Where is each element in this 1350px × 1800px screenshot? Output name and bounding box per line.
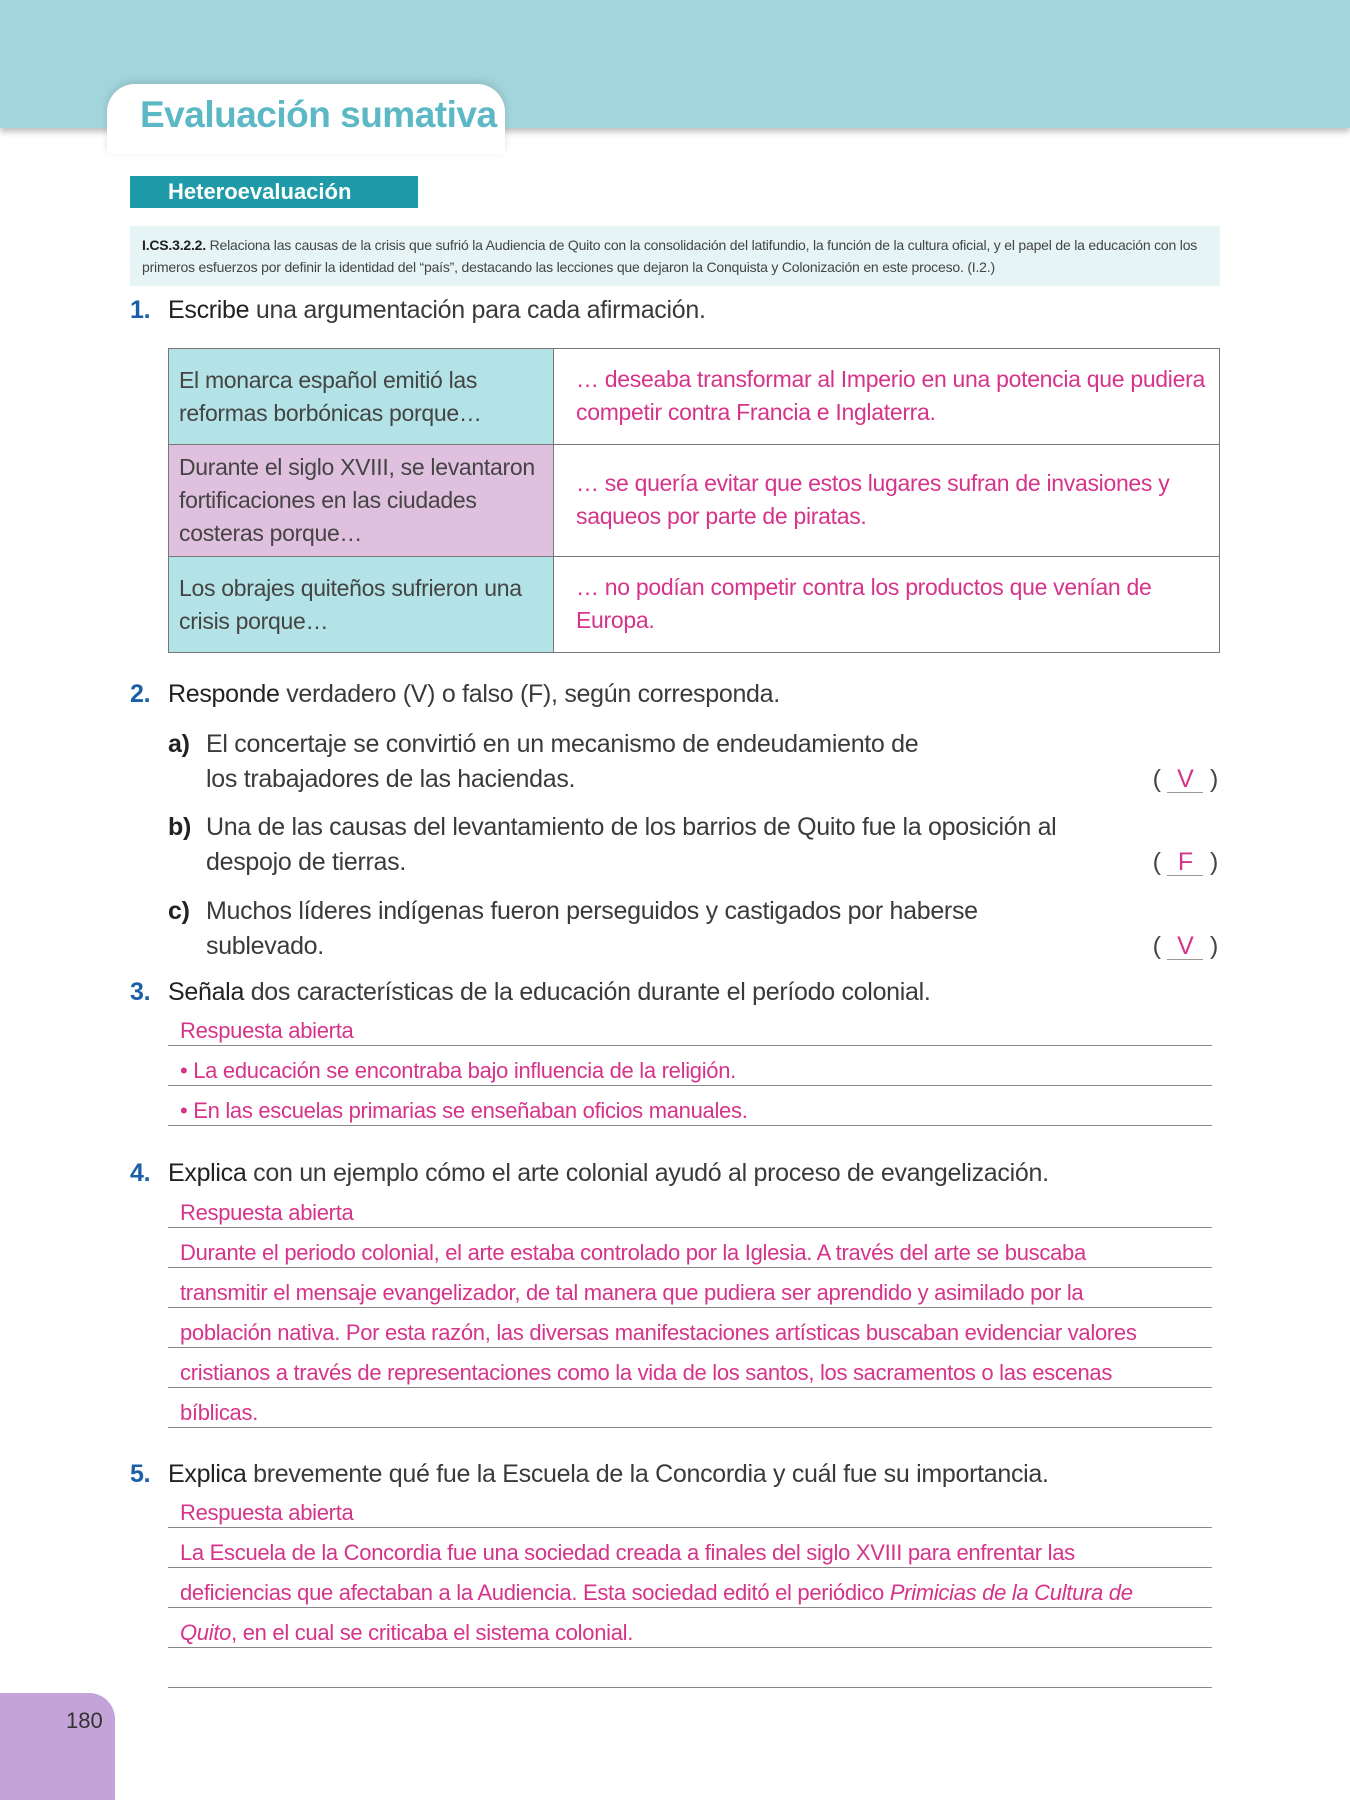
answer-line[interactable]: • En las escuelas primarias se enseñaban oficios manuales. [168,1086,1212,1126]
question-text: verdadero (V) o falso (F), según corresponda. [279,680,780,708]
answer-cell: … no podían competir contra los productos que venían de Europa. [554,557,1220,653]
statement-cell: El monarca español emitió las reformas borbónicas porque… [169,349,554,445]
item-letter: c) [168,897,190,925]
question-1 [130,296,706,325]
question-text: brevemente qué fue la Escuela de la Concordia y cuál fue su importancia. [246,1460,1049,1488]
answer-line[interactable]: transmitir el mensaje evangelizador, de tal manera que pudiera ser aprendido y asimilado por la [168,1268,1212,1308]
question-number: 3. [130,978,151,1006]
answer-line[interactable]: Respuesta abierta [168,1188,1212,1228]
answer-field[interactable]: ( V ) [1152,765,1218,793]
indicator-code: I.CS.3.2.2. [142,237,206,253]
question-number: 4. [130,1159,151,1187]
answer-line[interactable]: bíblicas. [168,1388,1212,1428]
answer-line[interactable] [168,1568,1212,1608]
question-text: dos características de la educación durante el período colonial. [244,978,931,1006]
answer-line[interactable]: Respuesta abierta [168,1006,1212,1046]
answer-value: V [1167,766,1203,793]
table-row [169,557,1220,653]
question-3 [130,978,931,1007]
answer-text: deficiencias que afectaban a la Audiencia. Esta sociedad editó el periódico [180,1580,890,1605]
answer-value: F [1167,849,1203,876]
tf-item-b [168,810,1218,880]
answer-cell: … se quería evitar que estos lugares sufran de invasiones y saqueos por parte de piratas. [554,445,1220,557]
question-verb: Responde [168,680,280,708]
item-text: Muchos líderes indígenas fueron perseguidos y castigados por haberse [206,897,978,925]
statement-cell: Los obrajes quiteños sufrieron una crisis porque… [169,557,554,653]
question-verb: Señala [168,978,245,1006]
question-number: 2. [130,680,151,708]
item-letter: a) [168,730,190,758]
item-text: sublevado. [206,932,324,960]
table-row [169,445,1220,557]
question-2 [130,680,780,709]
question-verb: Escribe [168,296,250,324]
indicator-text: Relaciona las causas de la crisis que sufrió la Audiencia de Quito con la consolidación del latifundio, la función de la cultura oficial, y el papel de la educación con los primeros esfuerzos por definir la identidad del “país”, destacando las lecciones que dejaron la Conquista y Colonización en este proceso. (I.2.) [142,237,1198,275]
item-letter: b) [168,813,191,841]
answer-line[interactable]: cristianos a través de representaciones como la vida de los santos, los sacramentos o las escenas [168,1348,1212,1388]
answer-line[interactable]: población nativa. Por esta razón, las diversas manifestaciones artísticas buscaban evidenciar valores [168,1308,1212,1348]
answer-value: V [1167,933,1203,960]
question-5 [130,1460,1049,1489]
argument-table [168,348,1220,653]
answer-line[interactable]: Durante el periodo colonial, el arte estaba controlado por la Iglesia. A través del arte se buscaba [168,1228,1212,1268]
answer-line[interactable]: La Escuela de la Concordia fue una sociedad creada a finales del siglo XVIII para enfrentar las [168,1528,1212,1568]
answer-line[interactable] [168,1648,1212,1688]
page-number: 180 [66,1708,103,1733]
tf-item-a [168,727,1218,797]
page-title: Evaluación sumativa [140,94,497,135]
question-text: una argumentación para cada afirmación. [249,296,706,324]
item-text: los trabajadores de las haciendas. [206,765,576,793]
answer-cell: … deseaba transformar al Imperio en una potencia que pudiera competir contra Francia e Inglaterra. [554,349,1220,445]
indicator-box [130,226,1220,286]
question-number: 5. [130,1460,151,1488]
item-text: Una de las causas del levantamiento de los barrios de Quito fue la oposición al [206,813,1057,841]
section-label: Heteroevaluación [130,176,418,208]
answer-line[interactable]: • La educación se encontraba bajo influencia de la religión. [168,1046,1212,1086]
item-text: El concertaje se convirtió en un mecanismo de endeudamiento de [206,730,919,758]
periodical-title: Primicias de la Cultura de [889,1580,1133,1605]
question-text: con un ejemplo cómo el arte colonial ayudó al proceso de evangelización. [246,1159,1049,1187]
periodical-title: Quito [180,1620,232,1645]
question-verb: Explica [168,1460,247,1488]
statement-cell: Durante el siglo XVIII, se levantaron fortificaciones en las ciudades costeras porque… [169,445,554,557]
item-text: despojo de tierras. [206,848,406,876]
answer-field[interactable]: ( V ) [1152,932,1218,960]
answer-line[interactable] [168,1608,1212,1648]
tf-item-c [168,894,1218,964]
question-4 [130,1159,1049,1188]
answer-text: , en el cual se criticaba el sistema colonial. [231,1620,634,1645]
table-row [169,349,1220,445]
answer-field[interactable]: ( F ) [1152,848,1218,876]
question-verb: Explica [168,1159,247,1187]
question-number: 1. [130,296,151,324]
answer-line[interactable]: Respuesta abierta [168,1488,1212,1528]
